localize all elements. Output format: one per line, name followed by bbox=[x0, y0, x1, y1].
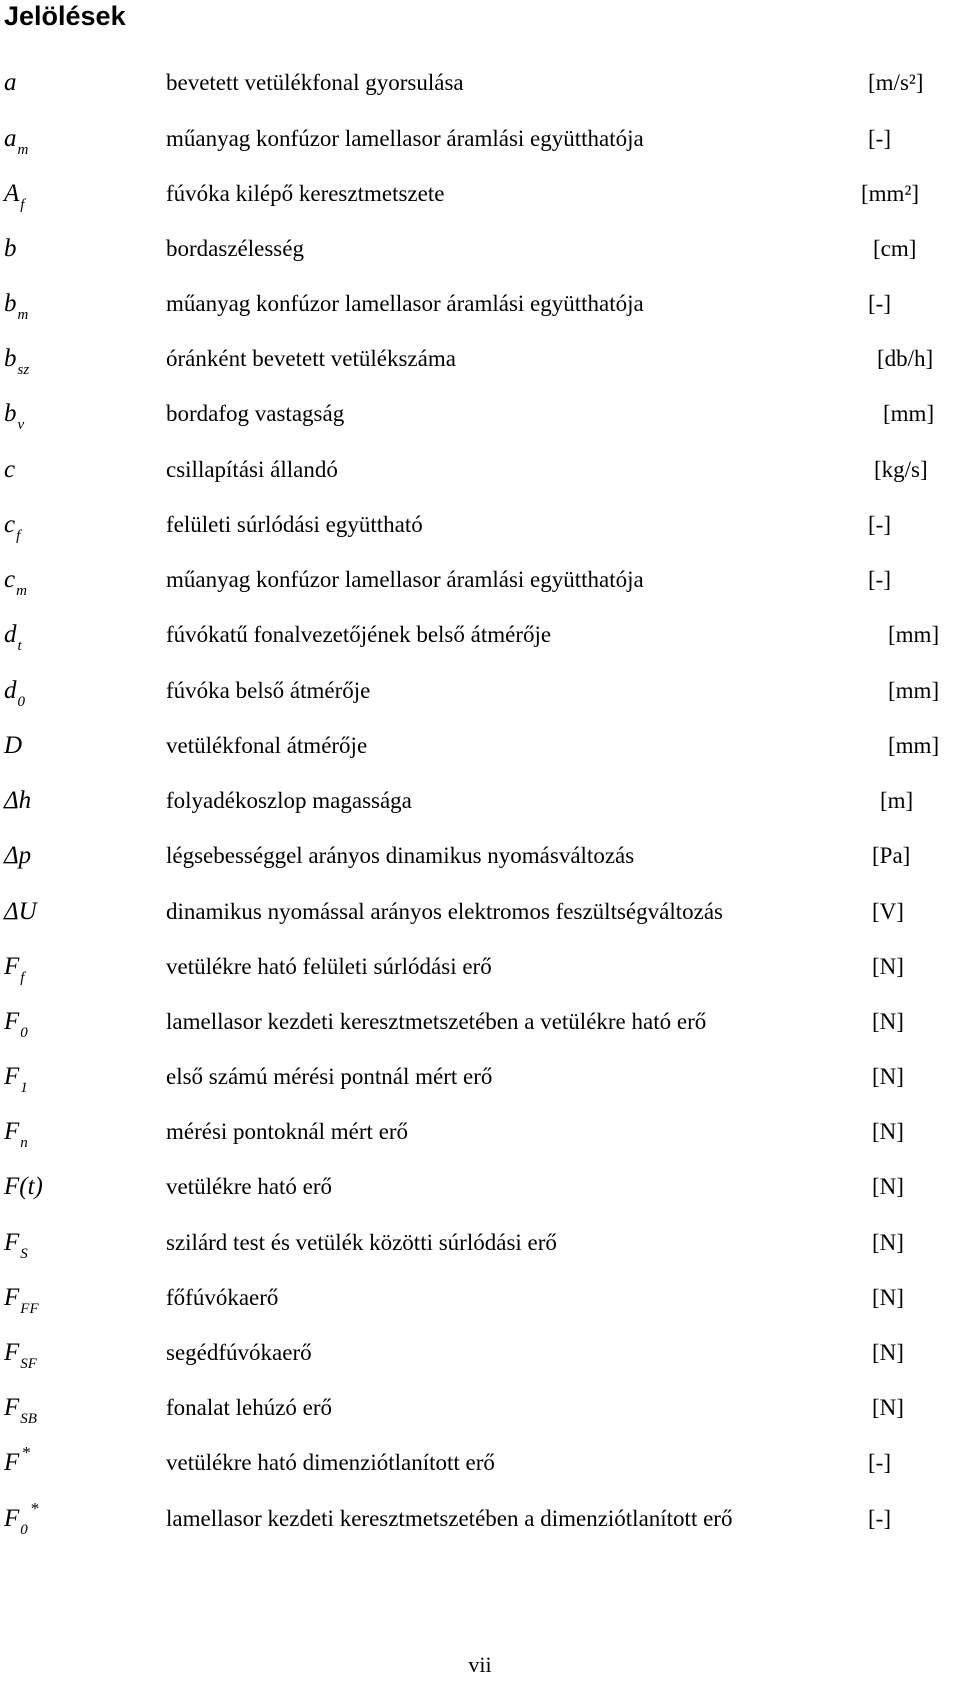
symbol bbox=[4, 786, 31, 816]
description: segédfúvókaerő bbox=[166, 1340, 312, 1365]
unit: [-] bbox=[868, 567, 891, 592]
description: bordaszélesség bbox=[166, 236, 304, 261]
notation-row bbox=[0, 1338, 960, 1378]
symbol-main: b bbox=[4, 345, 17, 372]
symbol-main: F bbox=[4, 1505, 20, 1532]
symbol bbox=[4, 455, 15, 485]
symbol-main: A bbox=[4, 180, 20, 207]
description: műanyag konfúzor lamellasor áramlási együtthatója bbox=[166, 126, 644, 151]
notation-row bbox=[0, 1062, 960, 1102]
symbol bbox=[4, 399, 24, 432]
unit: [kg/s] bbox=[874, 457, 928, 482]
symbol-subscript: SF bbox=[20, 1356, 37, 1372]
notation-row bbox=[0, 1393, 960, 1433]
page-number: vii bbox=[468, 1652, 492, 1677]
symbol bbox=[4, 952, 24, 985]
symbol-main: b bbox=[4, 400, 17, 427]
unit: [mm] bbox=[888, 733, 940, 758]
notation-row bbox=[0, 676, 960, 716]
symbol-main: c bbox=[4, 456, 16, 483]
symbol bbox=[4, 841, 31, 871]
symbol-main: F bbox=[4, 953, 20, 980]
description: óránként bevetett vetülékszáma bbox=[166, 346, 456, 371]
symbol-subscript: 0 bbox=[20, 1025, 28, 1041]
symbol bbox=[4, 1283, 39, 1316]
symbol-main: F bbox=[4, 1118, 20, 1145]
symbol bbox=[4, 234, 17, 264]
notation-row bbox=[0, 1007, 960, 1047]
symbol-subscript: n bbox=[20, 1135, 28, 1151]
notation-row bbox=[0, 234, 960, 274]
notation-row bbox=[0, 1228, 960, 1268]
unit: [Pa] bbox=[872, 843, 911, 868]
description: csillapítási állandó bbox=[166, 457, 338, 482]
description: mérési pontoknál mért erő bbox=[166, 1119, 409, 1144]
notation-row bbox=[0, 952, 960, 992]
unit: [cm] bbox=[873, 236, 917, 261]
symbol bbox=[4, 620, 22, 653]
symbol bbox=[4, 897, 37, 927]
unit: [-] bbox=[868, 512, 891, 537]
unit: [-] bbox=[868, 1506, 891, 1531]
symbol-main: d bbox=[4, 677, 17, 704]
symbol-main: b bbox=[4, 290, 17, 317]
description: fúvóka kilépő keresztmetszete bbox=[166, 181, 445, 206]
unit: [N] bbox=[872, 1174, 904, 1199]
unit: [N] bbox=[872, 1395, 904, 1420]
description: dinamikus nyomással arányos elektromos feszültségváltozás bbox=[166, 899, 723, 924]
notation-row bbox=[0, 1172, 960, 1212]
symbol-main: F bbox=[4, 1008, 20, 1035]
description: vetülékfonal átmérője bbox=[166, 733, 368, 758]
symbol bbox=[4, 1062, 28, 1095]
unit: [-] bbox=[868, 291, 891, 316]
description: műanyag konfúzor lamellasor áramlási együtthatója bbox=[166, 567, 644, 592]
description: fonalat lehúzó erő bbox=[166, 1395, 333, 1420]
unit: [-] bbox=[868, 126, 891, 151]
notation-row bbox=[0, 1443, 960, 1488]
description: szilárd test és vetülék közötti súrlódási erő bbox=[166, 1230, 557, 1255]
notation-row bbox=[0, 1499, 960, 1544]
unit: [-] bbox=[868, 1450, 891, 1475]
symbol bbox=[4, 1338, 37, 1371]
symbol-subscript: t bbox=[17, 638, 22, 654]
notation-row bbox=[0, 1117, 960, 1157]
description: fúvóka belső átmérője bbox=[166, 678, 371, 703]
symbol-subscript: 1 bbox=[20, 1080, 28, 1096]
symbol-main: a bbox=[4, 125, 17, 152]
unit: [N] bbox=[872, 1340, 904, 1365]
notation-row bbox=[0, 897, 960, 937]
description: főfúvókaerő bbox=[166, 1285, 279, 1310]
symbol bbox=[4, 1007, 28, 1040]
description: vetülékre ható dimenziótlanított erő bbox=[166, 1450, 495, 1475]
symbol-superscript: * bbox=[30, 1499, 40, 1518]
notation-row bbox=[0, 344, 960, 384]
notation-row bbox=[0, 1283, 960, 1323]
symbol-subscript: 0 bbox=[17, 694, 25, 710]
symbol-subscript: sz bbox=[17, 362, 30, 378]
unit: [m/s²] bbox=[868, 70, 924, 95]
symbol-subscript: S bbox=[20, 1246, 28, 1262]
symbol bbox=[4, 731, 22, 761]
unit: [N] bbox=[872, 1009, 904, 1034]
unit: [N] bbox=[872, 1119, 904, 1144]
description: folyadékoszlop magassága bbox=[166, 788, 412, 813]
symbol bbox=[4, 1228, 28, 1261]
notation-row bbox=[0, 786, 960, 826]
notation-row bbox=[0, 179, 960, 219]
unit: [mm] bbox=[883, 401, 935, 426]
symbol-subscript: 0 bbox=[20, 1522, 28, 1538]
notation-row bbox=[0, 289, 960, 329]
description: vetülékre ható felületi súrlódási erő bbox=[166, 954, 492, 979]
symbol bbox=[4, 1443, 31, 1480]
unit: [V] bbox=[872, 899, 904, 924]
unit: [m] bbox=[880, 788, 914, 813]
symbol-main: F bbox=[4, 1394, 20, 1421]
notation-row bbox=[0, 510, 960, 550]
symbol-subscript: SB bbox=[20, 1411, 37, 1427]
unit: [mm] bbox=[888, 678, 940, 703]
description: vetülékre ható erő bbox=[166, 1174, 333, 1199]
symbol-main: F(t) bbox=[4, 1173, 43, 1200]
symbol bbox=[4, 289, 28, 322]
description: bevetett vetülékfonal gyorsulása bbox=[166, 70, 464, 95]
symbol-main: F bbox=[4, 1449, 20, 1476]
symbol bbox=[4, 565, 27, 598]
description: első számú mérési pontnál mért erő bbox=[166, 1064, 493, 1089]
symbol bbox=[4, 1117, 28, 1150]
symbol-main: F bbox=[4, 1229, 20, 1256]
description: műanyag konfúzor lamellasor áramlási együtthatója bbox=[166, 291, 644, 316]
notation-row bbox=[0, 841, 960, 881]
notation-row bbox=[0, 124, 960, 164]
description: légsebességgel arányos dinamikus nyomásváltozás bbox=[166, 843, 635, 868]
symbol-subscript: f bbox=[20, 197, 25, 213]
notation-row bbox=[0, 455, 960, 495]
unit: [mm²] bbox=[861, 181, 919, 206]
symbol-subscript: f bbox=[16, 528, 21, 544]
symbol-subscript: FF bbox=[20, 1301, 39, 1317]
symbol-superscript: * bbox=[22, 1443, 31, 1462]
page-title: Jelölések bbox=[4, 1, 126, 31]
symbol-main: F bbox=[4, 1339, 20, 1366]
symbol-main: b bbox=[4, 235, 17, 262]
symbol bbox=[4, 179, 24, 212]
symbol bbox=[4, 1393, 37, 1426]
unit: [N] bbox=[872, 1285, 904, 1310]
symbol-subscript: m bbox=[16, 583, 27, 599]
symbol-main: F bbox=[4, 1284, 20, 1311]
symbol bbox=[4, 1499, 40, 1538]
description: lamellasor kezdeti keresztmetszetében a vetülékre ható erő bbox=[166, 1009, 707, 1034]
notation-row bbox=[0, 731, 960, 771]
symbol-main: Δh bbox=[4, 787, 32, 814]
symbol-main: c bbox=[4, 511, 16, 538]
symbol-main: a bbox=[4, 69, 17, 96]
symbol-main: d bbox=[4, 621, 17, 648]
symbol-subscript: f bbox=[20, 970, 25, 986]
symbol-subscript: m bbox=[17, 142, 29, 158]
unit: [mm] bbox=[888, 622, 940, 647]
notation-row bbox=[0, 399, 960, 439]
description: felületi súrlódási együttható bbox=[166, 512, 423, 537]
description: lamellasor kezdeti keresztmetszetében a dimenziótlanított erő bbox=[166, 1506, 733, 1531]
symbol-subscript: v bbox=[17, 417, 25, 433]
symbol bbox=[4, 344, 29, 377]
unit: [N] bbox=[872, 1064, 904, 1089]
symbol bbox=[4, 68, 17, 98]
symbol-main: F bbox=[4, 1063, 20, 1090]
symbol-main: D bbox=[4, 732, 23, 759]
unit: [db/h] bbox=[877, 346, 934, 371]
symbol-main: Δp bbox=[4, 842, 32, 869]
notation-row bbox=[0, 68, 960, 108]
symbol-subscript: m bbox=[17, 307, 29, 323]
symbol bbox=[4, 676, 25, 709]
notation-row bbox=[0, 620, 960, 660]
symbol-main: c bbox=[4, 566, 16, 593]
unit: [N] bbox=[872, 1230, 904, 1255]
symbol bbox=[4, 1172, 43, 1202]
notation-row bbox=[0, 565, 960, 605]
symbol bbox=[4, 124, 28, 157]
description: bordafog vastagság bbox=[166, 401, 345, 426]
symbol-main: ΔU bbox=[4, 898, 37, 925]
description: fúvókatű fonalvezetőjének belső átmérője bbox=[166, 622, 552, 647]
unit: [N] bbox=[872, 954, 904, 979]
symbol bbox=[4, 510, 20, 543]
